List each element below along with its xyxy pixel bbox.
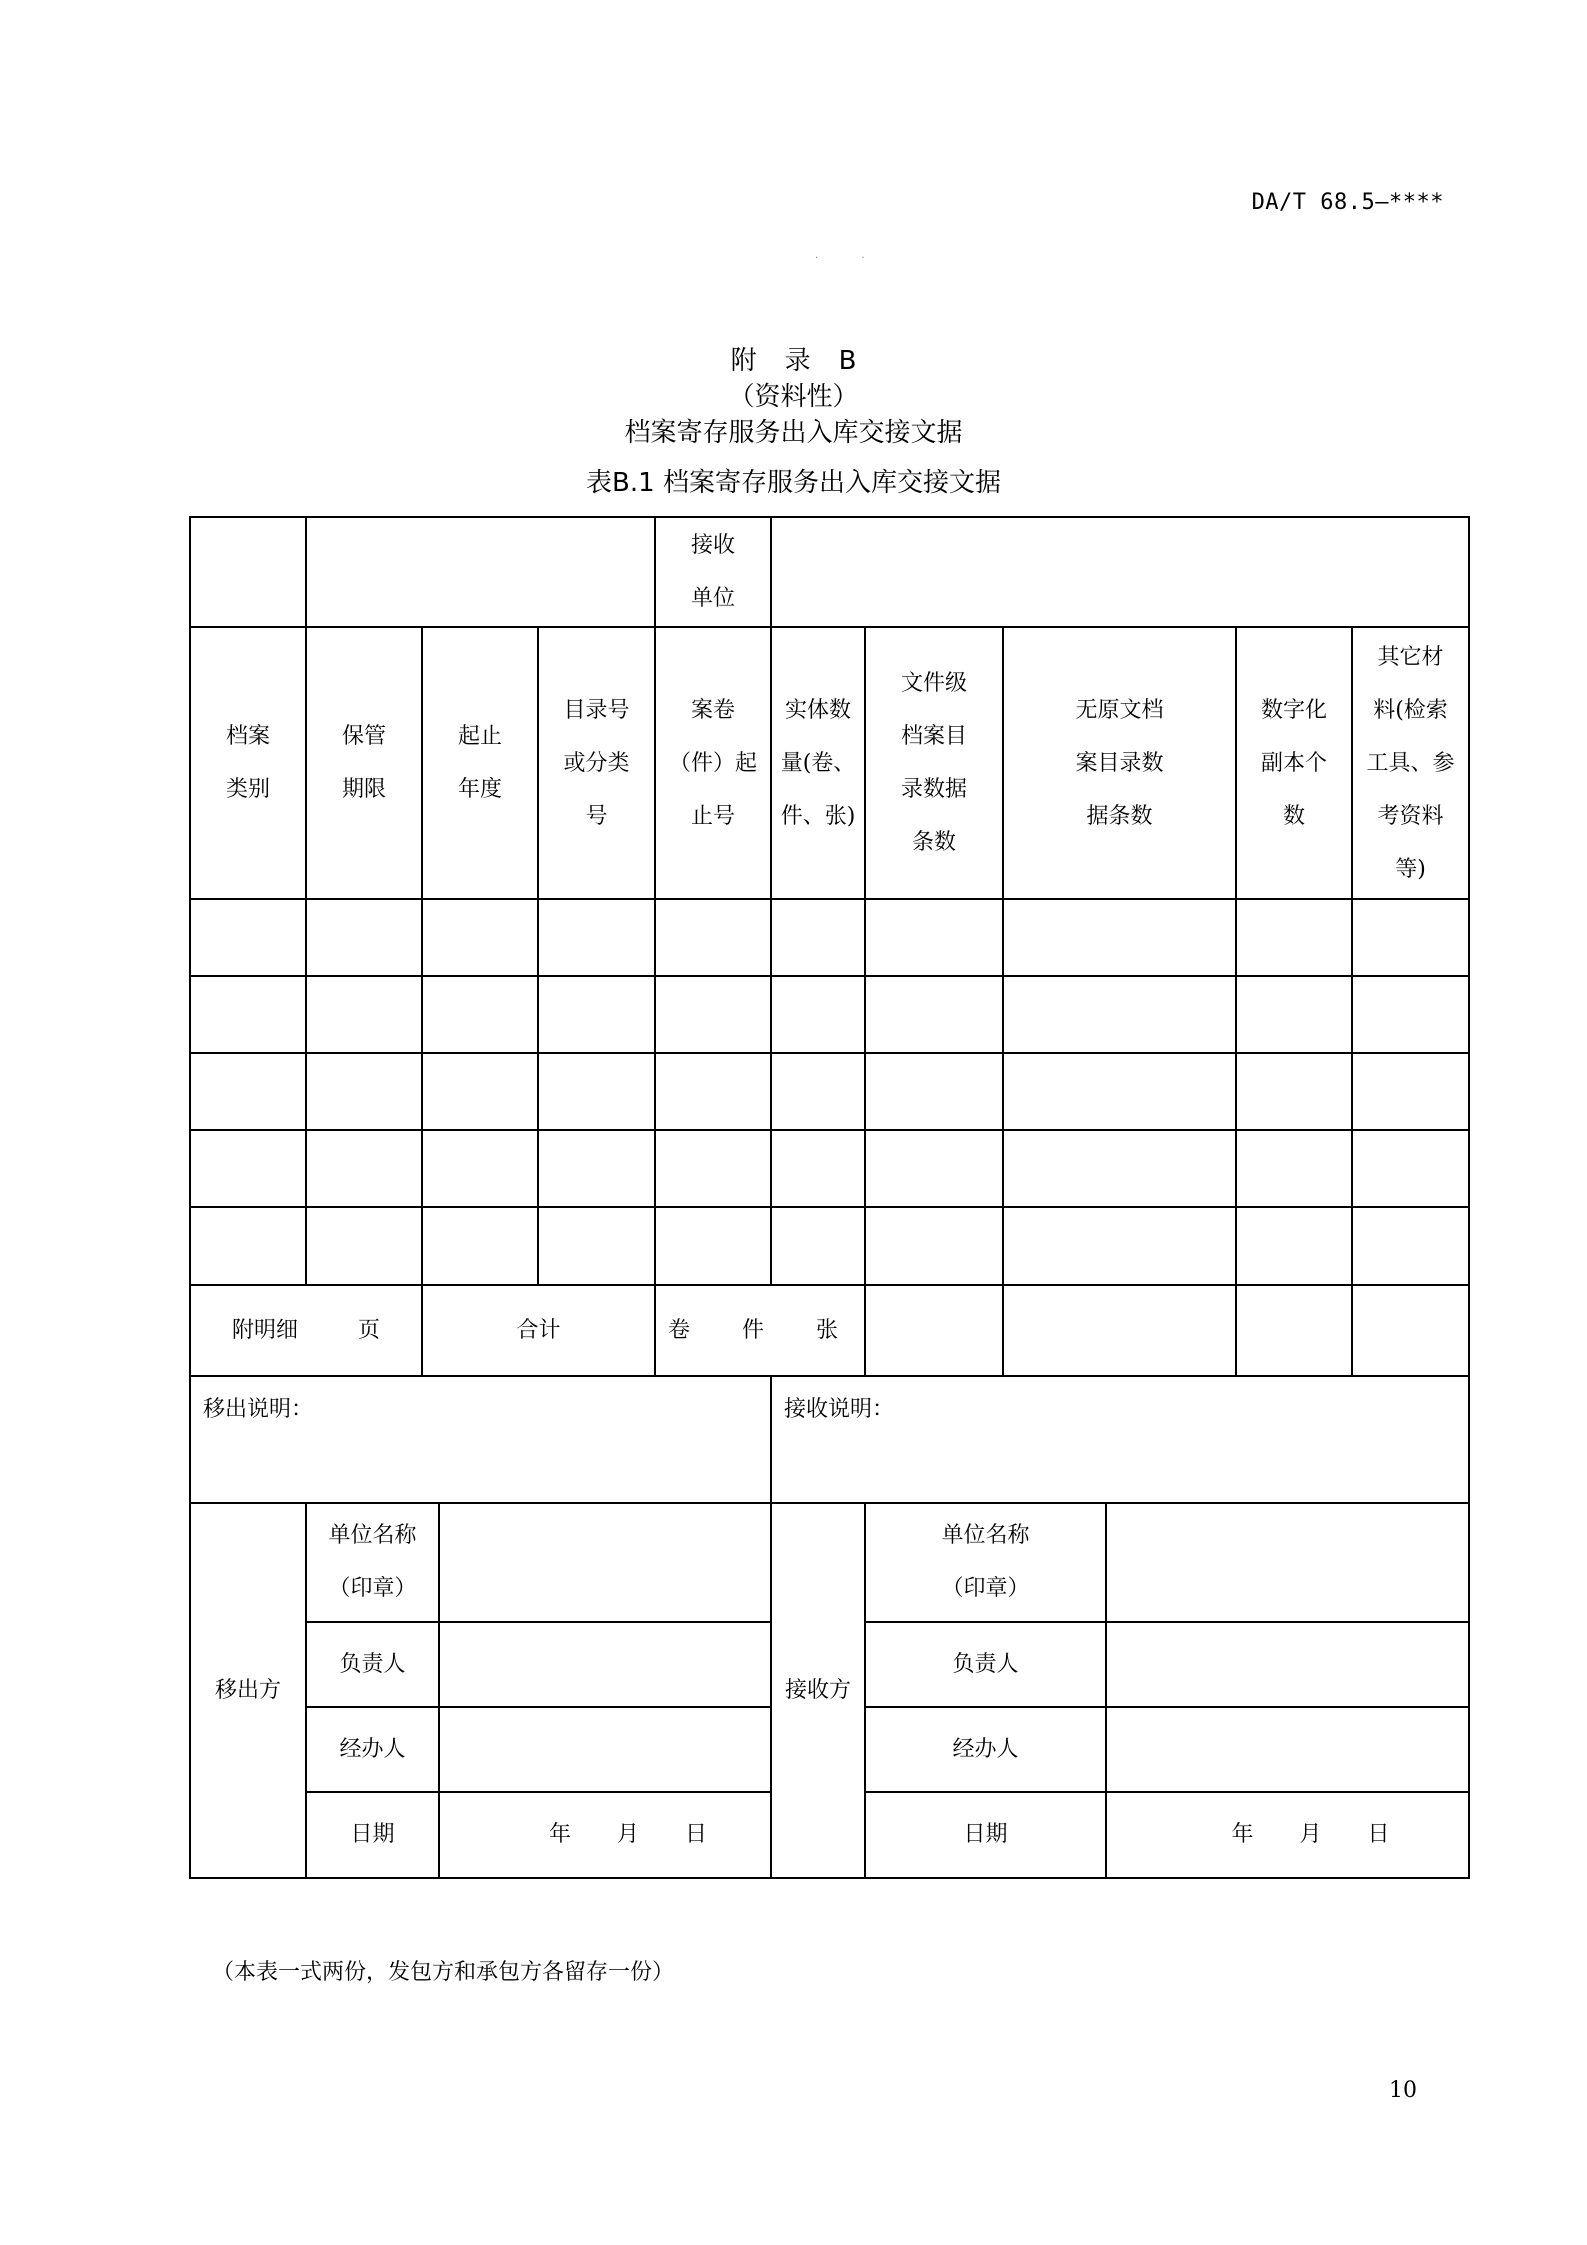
data-cell[interactable] [1003, 1207, 1236, 1284]
table-caption: 表B.1 档案寄存服务出入库交接文据 [586, 468, 1001, 498]
data-cell[interactable] [538, 976, 655, 1053]
col-file-level-records: 文件级 档案目 录数据 条数 [865, 627, 1003, 899]
data-cell[interactable] [1003, 1130, 1236, 1207]
data-cell[interactable] [306, 1053, 422, 1130]
notes-row [190, 1376, 1469, 1503]
data-cell[interactable] [771, 1053, 865, 1130]
receive-note-field[interactable]: 接收说明： [771, 1376, 1469, 1503]
col-archive-category: 档案 类别 [190, 627, 306, 899]
data-cell[interactable] [655, 899, 771, 976]
col-catalog-number: 目录号 或分类 号 [538, 627, 655, 899]
summary-no-original-cell[interactable] [1003, 1285, 1236, 1376]
table-row [190, 976, 1469, 1053]
receive-unit-label: 接收 单位 [655, 517, 771, 627]
data-cell[interactable] [190, 1207, 306, 1284]
data-cell[interactable] [655, 976, 771, 1053]
transfer-note-field[interactable]: 移出说明： [190, 1376, 771, 1503]
page-number: 10 [1389, 2078, 1417, 2103]
col-retention-period: 保管 期限 [306, 627, 422, 899]
data-cell[interactable] [655, 1053, 771, 1130]
table-row [190, 1053, 1469, 1130]
receiver-responsible-field[interactable] [1106, 1622, 1469, 1707]
sender-date-label: 日期 [306, 1792, 439, 1878]
signature-row [190, 1503, 1469, 1622]
summary-row [190, 1285, 1469, 1376]
data-cell[interactable] [1352, 899, 1469, 976]
data-cell[interactable] [865, 1130, 1003, 1207]
receiver-date-label: 日期 [865, 1792, 1106, 1878]
receive-unit-cell[interactable] [771, 517, 1469, 627]
summary-file-level-cell[interactable] [865, 1285, 1003, 1376]
receiver-unit-name-label: 单位名称 （印章） [865, 1503, 1106, 1622]
col-no-original-records: 无原文档 案目录数 据条数 [1003, 627, 1236, 899]
data-cell[interactable] [306, 899, 422, 976]
receiver-date-field[interactable]: 年 月 日 [1106, 1792, 1469, 1878]
data-cell[interactable] [306, 976, 422, 1053]
data-cell[interactable] [1236, 1130, 1352, 1207]
data-cell[interactable] [190, 1130, 306, 1207]
standard-code: DA/T 68.5—**** [1251, 190, 1444, 215]
sender-date-field[interactable]: 年 月 日 [439, 1792, 771, 1878]
footnote: （本表一式两份，发包方和承包方各留存一份） [212, 1960, 675, 1985]
data-cell[interactable] [1236, 976, 1352, 1053]
sender-side-label: 移出方 [190, 1503, 306, 1878]
data-cell[interactable] [190, 899, 306, 976]
data-cell[interactable] [422, 976, 538, 1053]
data-cell[interactable] [1236, 899, 1352, 976]
receiver-handler-label: 经办人 [865, 1707, 1106, 1792]
data-cell[interactable] [865, 976, 1003, 1053]
sender-handler-field[interactable] [439, 1707, 771, 1792]
data-cell[interactable] [1003, 976, 1236, 1053]
receiver-unit-name-field[interactable] [1106, 1503, 1469, 1622]
receiver-handler-field[interactable] [1106, 1707, 1469, 1792]
data-cell[interactable] [771, 1130, 865, 1207]
data-cell[interactable] [1003, 1053, 1236, 1130]
data-cell[interactable] [422, 1207, 538, 1284]
data-cell[interactable] [538, 1130, 655, 1207]
sender-responsible-label: 负责人 [306, 1622, 439, 1707]
col-year-range: 起止 年度 [422, 627, 538, 899]
data-cell[interactable] [190, 1053, 306, 1130]
data-cell[interactable] [1236, 1207, 1352, 1284]
total-units-cell[interactable]: 卷 件 张 [655, 1285, 865, 1376]
col-digital-copies: 数字化 副本个 数 [1236, 627, 1352, 899]
data-cell[interactable] [306, 1207, 422, 1284]
data-cell[interactable] [771, 976, 865, 1053]
sender-unit-name-label: 单位名称 （印章） [306, 1503, 439, 1622]
data-cell[interactable] [655, 1207, 771, 1284]
data-cell[interactable] [771, 899, 865, 976]
data-cell[interactable] [538, 1207, 655, 1284]
data-cell[interactable] [1003, 899, 1236, 976]
table-row [190, 899, 1469, 976]
data-cell[interactable] [422, 1053, 538, 1130]
receiver-side-label: 接收方 [771, 1503, 865, 1878]
attached-pages-cell[interactable]: 附明细 页 [190, 1285, 422, 1376]
scan-mark: . . [815, 250, 885, 261]
data-cell[interactable] [865, 1207, 1003, 1284]
data-cell[interactable] [538, 899, 655, 976]
data-cell[interactable] [1352, 976, 1469, 1053]
data-cell[interactable] [422, 1130, 538, 1207]
summary-other-cell[interactable] [1352, 1285, 1469, 1376]
blank-cell[interactable] [190, 517, 306, 627]
sender-unit-cell[interactable] [306, 517, 655, 627]
data-cell[interactable] [655, 1130, 771, 1207]
data-cell[interactable] [865, 899, 1003, 976]
table-row [190, 1207, 1469, 1284]
table-row [190, 517, 1469, 627]
sender-unit-name-field[interactable] [439, 1503, 771, 1622]
col-physical-quantity: 实体数 量(卷、 件、张) [771, 627, 865, 899]
data-cell[interactable] [306, 1130, 422, 1207]
data-cell[interactable] [865, 1053, 1003, 1130]
sender-handler-label: 经办人 [306, 1707, 439, 1792]
data-cell[interactable] [538, 1053, 655, 1130]
data-cell[interactable] [190, 976, 306, 1053]
summary-digital-cell[interactable] [1236, 1285, 1352, 1376]
table-row [190, 1130, 1469, 1207]
data-cell[interactable] [1236, 1053, 1352, 1130]
data-cell[interactable] [771, 1207, 865, 1284]
sender-responsible-field[interactable] [439, 1622, 771, 1707]
data-cell[interactable] [1352, 1207, 1469, 1284]
receiver-responsible-label: 负责人 [865, 1622, 1106, 1707]
col-file-range: 案卷 （件）起 止号 [655, 627, 771, 899]
data-cell[interactable] [422, 899, 538, 976]
data-cell[interactable] [1352, 1130, 1469, 1207]
data-cell[interactable] [1352, 1053, 1469, 1130]
annex-label: 附 录 B [730, 346, 857, 376]
annex-nature: （资料性） [728, 382, 859, 412]
annex-title: 档案寄存服务出入库交接文据 [624, 418, 963, 448]
column-header-row [190, 627, 1469, 899]
col-other-materials: 其它材 料(检索 工具、参 考资料 等) [1352, 627, 1469, 899]
total-label-cell: 合计 [422, 1285, 655, 1376]
handover-form-table [189, 516, 1470, 1879]
